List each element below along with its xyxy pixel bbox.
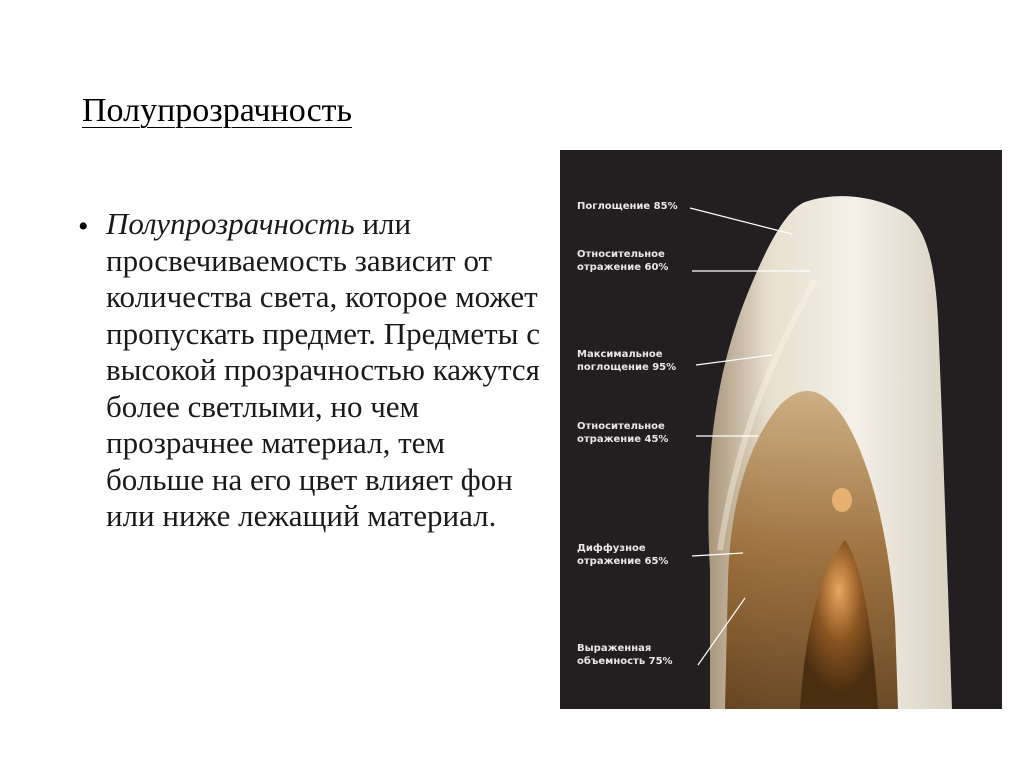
bullet-dot: • [78,210,89,243]
bullet-body: или просвечиваемость зависит от количества света, которое может пропускать предмет. Предметы с высокой прозрачностью кажутся более светлыми, но чем прозрачнее материал, тем больше на его цвет влияет фон или ниже лежащий материал. [106,206,540,533]
label-diffuse-reflection-65: Диффузное отражение 65% [577,543,669,567]
bullet-item [106,206,546,535]
bullet-italic-term: Полупрозрачность [106,206,355,241]
label-expressed-volume-75: Выраженная объемность 75% [577,643,673,667]
label-max-absorption-95: Максимальное поглощение 95% [577,349,677,373]
tooth-cross-section-image [560,150,1002,709]
label-relative-reflection-60: Относительное отражение 60% [577,249,669,273]
label-relative-reflection-45: Относительное отражение 45% [577,421,669,445]
label-absorption-85: Поглощение 85% [577,201,678,212]
slide-title: Полупрозрачность [82,92,353,129]
